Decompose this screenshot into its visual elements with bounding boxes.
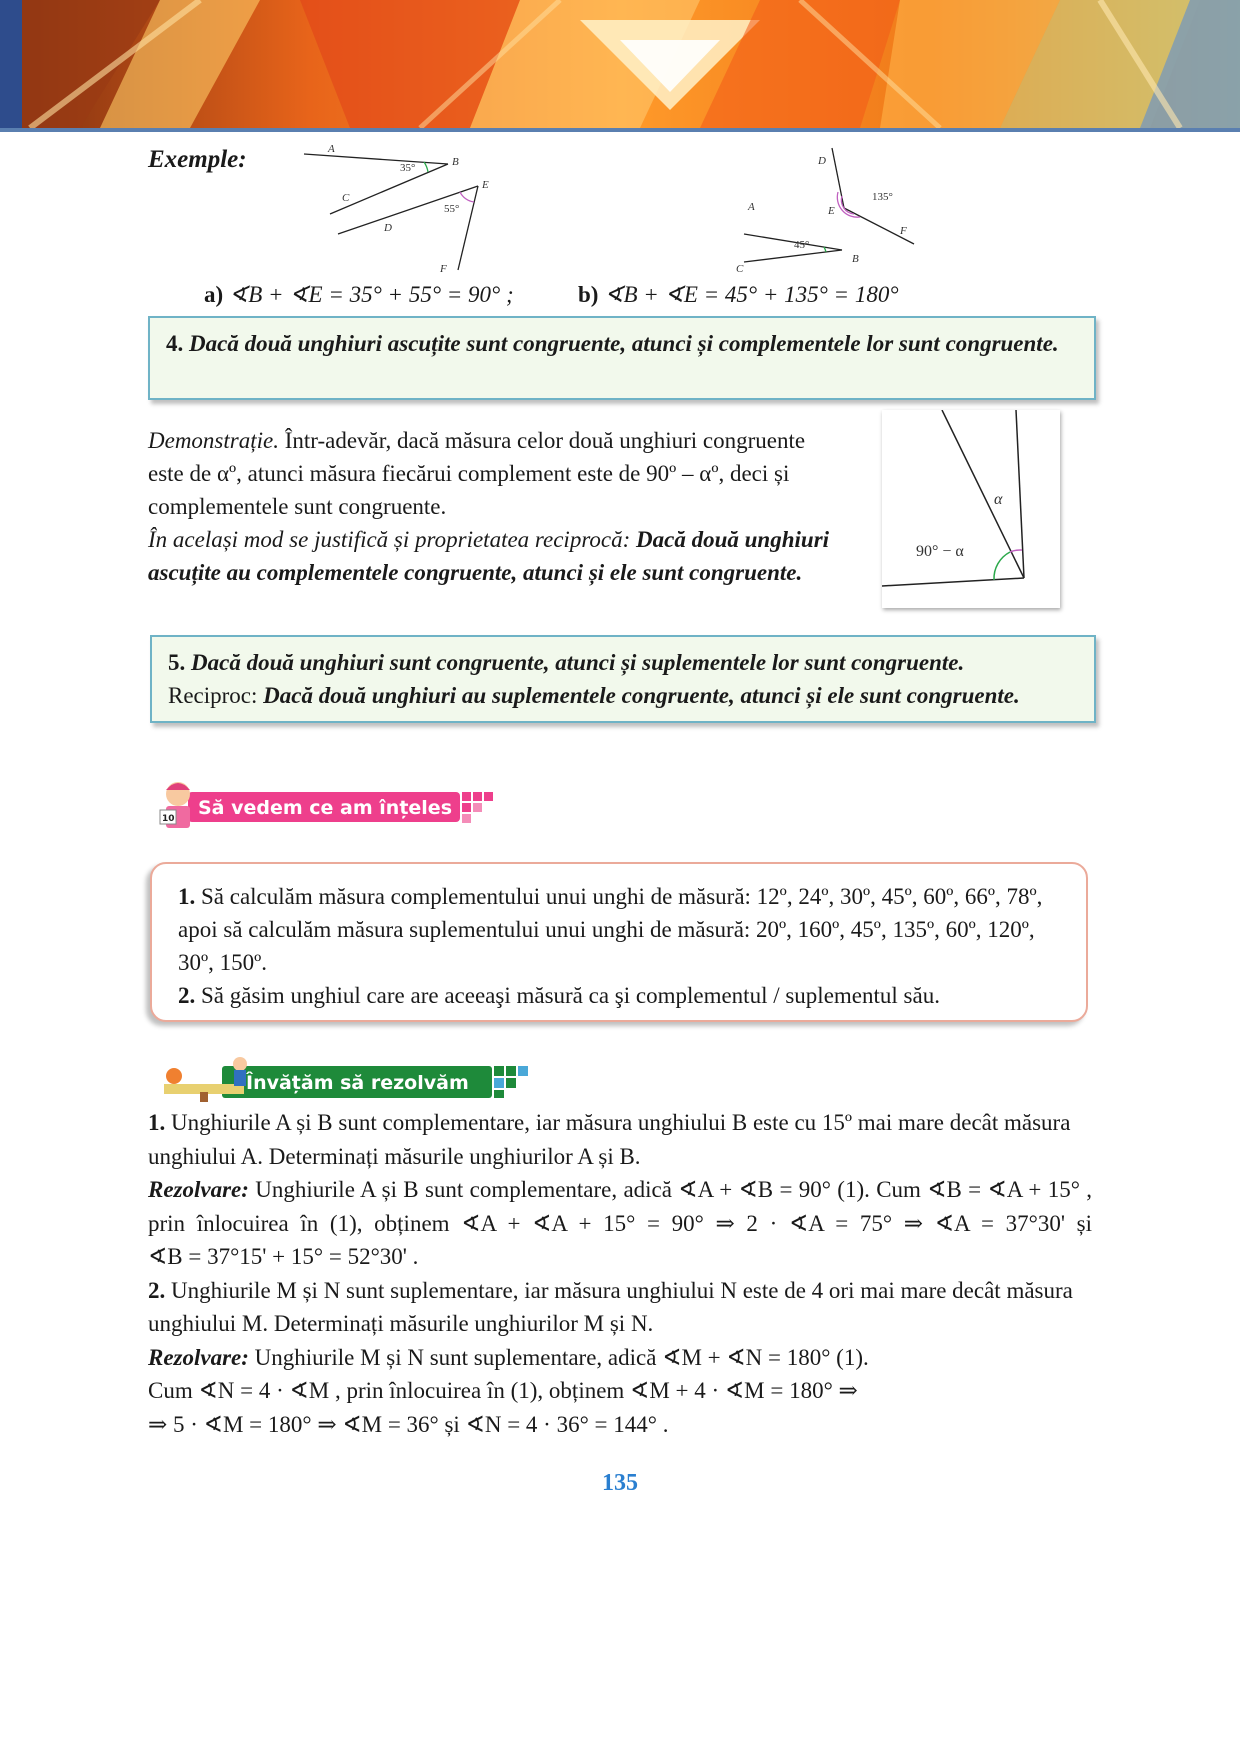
badge-number: 10 <box>162 814 175 824</box>
property-5-text: Dacă două unghiuri sunt congruente, atunci și suplementele lor sunt congruente. <box>191 650 965 675</box>
exercise-1-text: Să calculăm măsura complementului unui unghi de măsură: 12º, 24º, 30º, 45º, 60º, 66º, 78º, apoi să calculăm măsura suplementului unui unghi de măsură: 20º, 160º, 45º, 135º, 60º, 120º, 30º, 150º. <box>178 884 1043 975</box>
section2-title: Învățăm să rezolvăm <box>246 1072 469 1094</box>
fig-a-label-A: A <box>328 143 335 155</box>
property-4-text: Dacă două unghiuri ascuțite sunt congruente, atunci și complementele lor sunt congruente. <box>189 331 1059 356</box>
formula-b-label: b) <box>578 282 599 307</box>
section-badge-solve <box>160 1054 530 1111</box>
property-5-reciproc-label: Reciproc: <box>168 683 258 708</box>
fig-a-label-D: D <box>384 222 392 234</box>
section-badge-understanding <box>158 776 503 841</box>
exercise-2-text: Să găsim unghiul care are aceeaşi măsură ca şi complementul / suplementul său. <box>201 983 940 1008</box>
formula-b <box>578 282 899 308</box>
section1-title: Să vedem ce am înțeles <box>198 797 453 819</box>
problem-1-solution-b: prin înlocuirea în (1), obținem ∢A + ∢A + 15° = 90° ⇒ 2 · ∢A = 75° ⇒ ∢A = 37°30' și <box>148 1210 1092 1236</box>
problem-2-solution-c: ⇒ 5 · ∢M = 180° ⇒ ∢M = 36° și ∢N = 4 · 36° = 144° . <box>148 1411 669 1437</box>
fig-a-angle-B: 35° <box>400 162 416 174</box>
problem-2-number: 2. <box>148 1277 166 1303</box>
fig-b-angle-E: 135° <box>872 191 893 203</box>
fig-a-angle-E: 55° <box>444 203 460 215</box>
problem-1-number: 1. <box>148 1110 166 1135</box>
formula-b-text: ∢B + ∢E = 45° + 135° = 180° <box>604 282 899 307</box>
problem-2-solution-line1 <box>148 1341 1092 1375</box>
example-b-figure <box>714 138 924 278</box>
problem-1 <box>148 1106 1092 1173</box>
header-banner <box>0 0 1240 128</box>
fig-b-label-E: E <box>828 205 835 217</box>
problem-2-text: Unghiurile M și N sunt suplementare, iar măsura unghiului N este de 4 ori mai mare decât măsura unghiului M. Determinați măsurile unghiurilor M și N. <box>148 1277 1073 1336</box>
problem-1-text: Unghiurile A și B sunt complementare, iar măsura unghiului B este cu 15º mai mare decât măsura unghiului A. Determinați măsurile unghiurilor A și B. <box>148 1110 1071 1169</box>
fig-a-label-E: E <box>482 179 489 191</box>
solved-problems <box>148 1106 1092 1441</box>
problem-2-solution-a: Unghiurile M și N sunt suplementare, adică ∢M + ∢N = 180° (1). <box>254 1344 869 1370</box>
property-4-number: 4. <box>166 331 184 356</box>
rezolvare-label-2: Rezolvare: <box>148 1344 249 1370</box>
demo-reciprocal-intro: În același mod se justifică și proprietatea reciprocă: <box>148 527 631 552</box>
exercise-2-number: 2. <box>178 983 196 1008</box>
complement-figure <box>882 410 1060 608</box>
fig-a-label-F: F <box>440 263 447 275</box>
demo-label: Demonstrație. <box>148 428 279 453</box>
fig-a-label-B: B <box>452 156 459 168</box>
fig-b-label-D: D <box>818 155 826 167</box>
problem-1-solution-a: Unghiurile A și B sunt complementare, adică ∢A + ∢B = 90° (1). Cum ∢B = ∢A + 15° , <box>255 1177 1092 1202</box>
banner-image <box>0 0 1240 128</box>
demo-text: Într-adevăr, dacă măsura celor două unghiuri congruente este de αº, atunci măsura fiecărui complement este de 90º – αº, deci și complementele sunt congruente. <box>148 428 806 519</box>
fig-b-angle-B: 45° <box>794 239 810 251</box>
property-4-box <box>148 316 1096 400</box>
exercise-1-number: 1. <box>178 884 196 909</box>
banner-underline <box>0 128 1240 132</box>
problem-2-solution-b: Cum ∢N = 4 · ∢M , prin înlocuirea în (1), obținem ∢M + 4 · ∢M = 180° ⇒ <box>148 1378 858 1403</box>
alpha-label: α <box>994 491 1003 508</box>
exercises-box <box>150 862 1088 1022</box>
complement-label: 90° − α <box>916 543 964 560</box>
problem-2 <box>148 1274 1092 1341</box>
fig-b-label-C: C <box>736 263 744 275</box>
property-5-reciproc-text: Dacă două unghiuri au suplementele congruente, atunci și ele sunt congruente. <box>263 683 1020 708</box>
example-a-figure <box>296 140 506 280</box>
problem-1-solution-c: ∢B = 37°15' + 15° = 52°30' . <box>148 1244 419 1269</box>
property-5-number: 5. <box>168 650 186 675</box>
fig-b-label-A: A <box>748 201 755 213</box>
formula-a-label: a) <box>204 282 224 307</box>
formula-a-text: ∢B + ∢E = 35° + 55° = 90° ; <box>228 282 514 307</box>
demo-reciprocal-statement: Dacă două unghiuri ascuțite au complementele congruente, atunci și ele sunt congruente. <box>148 527 830 585</box>
formula-a <box>204 282 514 308</box>
demonstration <box>148 424 838 589</box>
fig-a-label-C: C <box>342 192 350 204</box>
page-number: 135 <box>602 1470 638 1496</box>
rezolvare-label-1: Rezolvare: <box>148 1177 249 1202</box>
problem-1-solution-line1 <box>148 1173 1092 1207</box>
fig-b-label-F: F <box>900 225 907 237</box>
property-5-box <box>150 635 1096 723</box>
fig-b-label-B: B <box>852 253 859 265</box>
examples-title: Exemple: <box>148 146 247 173</box>
